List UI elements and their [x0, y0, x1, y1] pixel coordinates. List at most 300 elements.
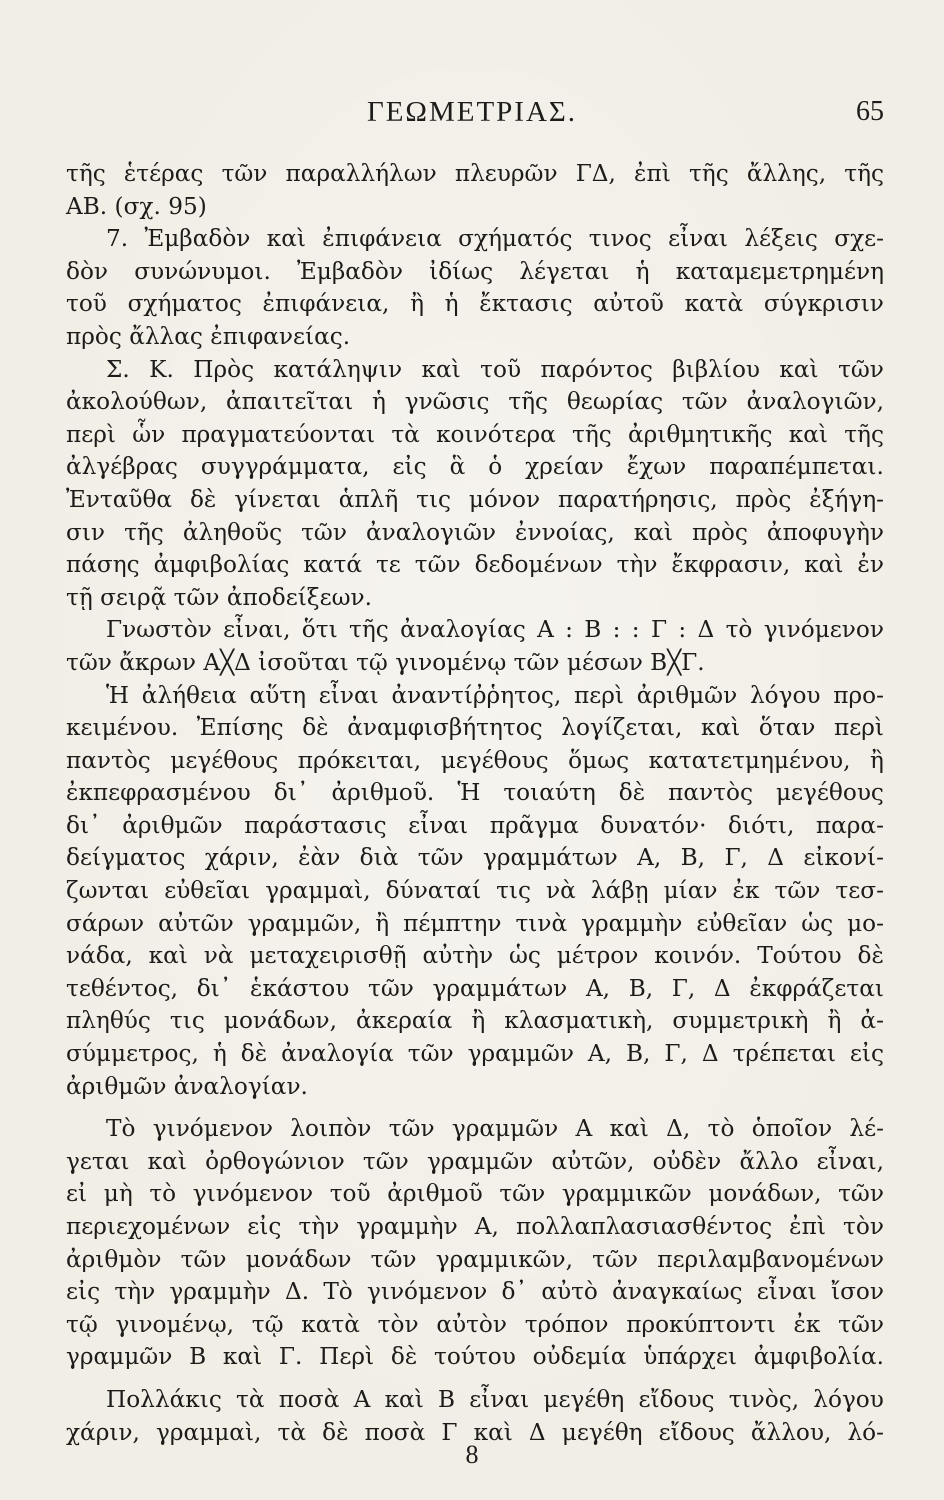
word: τῆς: [349, 616, 389, 644]
word: καὶ: [779, 355, 819, 383]
word: πάσης: [66, 551, 140, 579]
word: χρείαν: [525, 453, 604, 481]
word: πλευρῶν: [454, 160, 558, 187]
word: Α: [537, 616, 554, 644]
word: Β,: [680, 844, 706, 872]
word: δυνατόν·: [600, 811, 707, 839]
text-line: [66, 614, 884, 647]
word: παραλλήλων: [285, 160, 437, 187]
text-line: [66, 256, 884, 289]
word: τούτου: [434, 1343, 516, 1371]
text-line: [66, 1384, 884, 1417]
word: Γ: [441, 1418, 458, 1446]
word: ἀκολούθων,: [66, 388, 208, 416]
word: πραγματεύονται: [181, 420, 376, 448]
text-line: [66, 908, 884, 941]
word: Δ: [767, 844, 785, 872]
word: ἑτέρας: [123, 160, 204, 187]
word: μέτρον: [556, 942, 639, 970]
word: κλασματικὴ,: [504, 1007, 654, 1035]
word: ἰδίως: [429, 257, 494, 285]
word: τὸ: [725, 616, 753, 644]
word: Α,: [585, 974, 611, 1002]
text-line: [66, 419, 884, 452]
word: τὴν: [114, 1278, 156, 1306]
word: πολλαπλασιασθέντος: [515, 1213, 773, 1240]
word: λόγου: [749, 681, 821, 709]
word: ἀναλογιῶν,: [746, 388, 884, 416]
word: γινόμενον: [367, 1278, 488, 1306]
word: Γ,: [664, 1040, 688, 1068]
word: σύγκρισιν: [763, 290, 884, 318]
text-line: [66, 1341, 884, 1374]
word: γνῶσις: [404, 388, 490, 416]
word: τῆς: [508, 388, 549, 416]
word: ἢ: [827, 1007, 842, 1035]
word: ἔχων: [626, 453, 687, 481]
word: κατὰ: [301, 1310, 360, 1338]
word: περιεχομένων: [66, 1213, 231, 1240]
text-line: ἀριθμῶν ἀναλογίαν.: [66, 1072, 308, 1100]
word: ἀριθμὸν: [66, 1245, 162, 1273]
word: ἐπιφάνεια,: [262, 290, 390, 318]
word: δὲ: [302, 714, 329, 742]
word: ἄλλο: [739, 1147, 799, 1175]
word: συγγράμματα,: [200, 453, 370, 481]
word: καὶ: [700, 714, 741, 742]
word: ἀναγκαίως: [612, 1278, 743, 1306]
text-line: [66, 680, 884, 713]
text-line: πρὸς ἄλλας ἐπιφανείας.: [66, 322, 351, 350]
word: Α,: [587, 1040, 613, 1068]
word: γραμμάτων: [482, 844, 618, 872]
word: Α,: [474, 1213, 499, 1240]
word: κειμένου.: [66, 714, 179, 742]
text-line: [66, 158, 884, 191]
word: τῶν: [407, 1040, 454, 1068]
word: δείγματος: [66, 844, 186, 872]
word: πληθύς: [66, 1007, 151, 1035]
word: παντὸς: [668, 779, 753, 807]
word: Δ,: [666, 1115, 691, 1143]
word: ποσὰ: [364, 1418, 426, 1446]
text-line: [66, 940, 884, 973]
word: Δ: [713, 974, 731, 1002]
word: εἰς: [247, 1213, 282, 1240]
word: προ-: [833, 681, 884, 709]
word: ἀναντίῤῥητος,: [391, 681, 562, 709]
word: ἀμφιβολία.: [753, 1343, 884, 1371]
word: τῶν: [362, 1147, 409, 1175]
word: ἡ: [635, 257, 650, 285]
word: :: [565, 616, 573, 644]
word: γραμμῶν: [467, 1040, 574, 1068]
word: εὐθεῖαι: [164, 877, 251, 905]
word: λέξεις: [744, 225, 818, 253]
text-line: [66, 1005, 884, 1038]
word: νάδα,: [66, 942, 133, 970]
word: μὴ: [103, 1180, 133, 1208]
page-number: 65: [856, 96, 884, 127]
word: παραπέμπεται.: [709, 453, 884, 481]
word: καὶ: [421, 355, 461, 383]
word: τῶν: [301, 518, 347, 546]
word: αὐτῶν: [158, 909, 234, 937]
word: ἄλλου,: [750, 1418, 832, 1446]
word: τρέπεται: [732, 1040, 836, 1068]
word: καὶ: [147, 1147, 187, 1175]
word: ἑκάστου: [250, 974, 350, 1002]
word: Δ: [528, 1418, 546, 1446]
word: σύμμετρος,: [66, 1040, 199, 1068]
word: ἐπὶ: [634, 160, 671, 187]
word: ἢ: [375, 909, 390, 937]
word: τῶν: [838, 355, 884, 383]
word: Γ,: [671, 974, 696, 1002]
text-line: τῶν ἄκρων Α╳Δ ἰσοῦται τῷ γινομένῳ τῶν μέσων Β╳Γ.: [66, 648, 705, 676]
word: περὶ: [574, 681, 624, 709]
text-line: [66, 777, 884, 810]
running-title: ΓΕΩΜΕΤΡΙΑΣ.: [366, 96, 578, 128]
word: γινόμενον: [152, 1115, 274, 1143]
word: οὐδεμία: [532, 1343, 627, 1371]
word: τοιαύτη: [503, 779, 596, 807]
word: τῷ: [251, 1310, 284, 1338]
word: τῶν: [180, 1245, 227, 1273]
word: ἐν: [857, 551, 884, 579]
word: σχήματός: [458, 225, 573, 253]
word: ἀναλογιῶν: [365, 518, 496, 546]
word: τῶν: [414, 551, 461, 579]
word: Τὸ: [106, 1115, 136, 1143]
text-line: τῇ σειρᾷ τῶν ἀποδείξεων.: [66, 583, 372, 611]
word: ἐκ: [732, 877, 760, 905]
word: ἔκτασις: [479, 290, 573, 318]
word: κοινόν.: [654, 942, 742, 970]
word: τοῦ: [329, 1180, 371, 1208]
word: αὕτη: [249, 681, 307, 709]
word: τῶν: [592, 1245, 639, 1273]
word: ἡ: [372, 388, 386, 416]
word: γραμμῶν: [451, 1115, 559, 1143]
word: γραμμάτων: [432, 974, 568, 1002]
word: νὰ: [546, 877, 576, 905]
word: Δ: [701, 1040, 719, 1068]
word: ἀπαιτεῖται: [226, 388, 354, 416]
text-line: [66, 288, 884, 321]
word: ἃ: [449, 453, 466, 481]
word: ἄλλης,: [746, 160, 827, 187]
word: τῶν: [368, 974, 414, 1002]
word: τῶν: [221, 160, 268, 187]
text-line: [66, 354, 884, 387]
word: γραμμῶν,: [247, 909, 362, 937]
word: πρὸς: [735, 485, 792, 513]
word: τε: [375, 551, 401, 579]
word: εἶναι,: [816, 1147, 884, 1175]
word: καὶ: [633, 518, 674, 546]
word: ὡς: [508, 942, 541, 970]
word: τὸ: [149, 1180, 177, 1208]
word: γινομένῳ,: [115, 1310, 234, 1338]
word: ἀριθμητικῆς: [627, 420, 773, 448]
word: πρὸς: [692, 518, 748, 546]
word: μεγέθους: [170, 746, 279, 774]
word: κατά: [303, 551, 363, 579]
word: γραμμὴν: [356, 1213, 458, 1240]
word: ἁπλῆ: [338, 485, 399, 513]
signature-mark: 8: [465, 1440, 479, 1469]
word: περὶ: [833, 714, 884, 742]
word: εἶναι: [318, 681, 379, 709]
word: τις: [169, 1007, 205, 1035]
word: Γνωστὸν: [106, 616, 212, 644]
word: μεγέθους: [440, 746, 549, 774]
word: πέμπτην: [403, 909, 502, 937]
word: τρόπον: [524, 1310, 609, 1338]
word: καὶ: [384, 1385, 424, 1413]
word: γραμμαὶ,: [156, 1418, 262, 1446]
text-line: [66, 1113, 884, 1146]
word: ἀναλογίας: [400, 616, 526, 644]
word: τὴν: [616, 551, 658, 579]
word: εἰκονί-: [803, 844, 884, 872]
word: ἢ: [410, 290, 424, 318]
word: ἀλγέβρας: [66, 453, 178, 481]
word: θεωρίας: [566, 388, 664, 416]
word: δὲ: [240, 1040, 268, 1068]
word: τινὸς,: [728, 1385, 800, 1413]
word: τῶν: [838, 1180, 884, 1208]
word: περιλαμβανομένων: [657, 1245, 884, 1273]
word: κατατετμημένου,: [648, 746, 851, 774]
word: ἡ: [444, 290, 459, 318]
word: καὶ: [222, 1343, 263, 1371]
word: εἶναι: [408, 811, 469, 839]
word: τινὰ: [515, 909, 568, 937]
word: εἶναι,: [223, 616, 291, 644]
word: κατὰ: [684, 290, 744, 318]
word: διὰ: [359, 844, 399, 872]
word: τῶν: [370, 1245, 417, 1273]
word: ἐξήγη-: [809, 485, 884, 513]
running-head: [0, 92, 944, 136]
word: τὰ: [277, 1418, 307, 1446]
word: Περὶ: [319, 1343, 375, 1371]
word: νὰ: [203, 942, 234, 970]
word: τις: [416, 485, 452, 513]
word: τις: [496, 877, 531, 905]
word: δὲ: [189, 485, 217, 513]
word: μίαν: [663, 877, 718, 905]
word: κατάληψιν: [273, 355, 403, 383]
word: τεθέντος,: [66, 974, 179, 1002]
word: περὶ: [66, 420, 116, 448]
word: τὰ: [391, 420, 420, 448]
word: ποσὰ: [278, 1385, 340, 1413]
word: τοῦ: [480, 355, 522, 383]
word: ἀναμφισβήτητος: [347, 714, 543, 742]
word: ἐὰν: [298, 844, 341, 872]
word: εἰς: [66, 1278, 101, 1306]
word: πρόκειται,: [297, 746, 422, 774]
word: χάριν,: [204, 844, 279, 872]
word: δὲ: [857, 942, 884, 970]
word: ἀληθοῦς: [182, 518, 283, 546]
word: προκύπτοντι: [626, 1310, 776, 1338]
word: καὶ: [266, 225, 306, 253]
word: Α,: [637, 844, 662, 872]
word: :: [631, 616, 640, 644]
word: μονάδων,: [223, 1007, 337, 1035]
word: Α: [353, 1385, 371, 1413]
text-line: [66, 223, 884, 256]
word: τῆς: [124, 518, 164, 546]
word: Πολλάκις: [106, 1385, 222, 1413]
word: γινόμενον: [763, 616, 884, 644]
word: μόνον: [468, 485, 541, 513]
word: λέγεται: [519, 257, 610, 285]
word: ὀρθογώνιον: [205, 1147, 345, 1175]
word: Β: [584, 616, 602, 644]
word: ὧν: [132, 420, 166, 448]
word: Α: [575, 1115, 593, 1143]
word: Β,: [626, 1040, 651, 1068]
word: ἀκεραία: [356, 1007, 453, 1035]
word: τῶν: [388, 1115, 435, 1143]
word: ὅταν: [758, 714, 816, 742]
word: τινος: [588, 225, 652, 253]
word: Τὸ: [323, 1278, 353, 1306]
word: λέ-: [849, 1115, 884, 1143]
text-line: [66, 842, 884, 875]
word: σχήματος: [127, 290, 242, 318]
word: Γ: [650, 616, 668, 644]
word: ἀριθμοῦ: [387, 1180, 483, 1208]
word: εἴδους: [658, 1418, 735, 1446]
word: βιβλίου: [672, 355, 760, 383]
word: ἐπιφάνεια: [322, 225, 442, 253]
word: Πρὸς: [193, 355, 255, 383]
word: διότι,: [728, 811, 795, 839]
word: Δ.: [284, 1278, 310, 1306]
word: Κ.: [149, 355, 174, 383]
word: γραμμὴν: [581, 909, 683, 937]
word: γραμμὴν: [169, 1278, 271, 1306]
word: εἶναι: [668, 225, 729, 253]
word: τῶν: [499, 1180, 546, 1208]
word: ἢ: [870, 746, 884, 774]
word: Γ.: [278, 1343, 303, 1371]
text-line: ΑΒ. (σχ. 95): [66, 192, 207, 220]
word: ἀριθμῶν: [122, 811, 223, 839]
word: :: [678, 616, 687, 644]
word: δι᾽: [273, 779, 309, 807]
word: τὰ: [236, 1385, 265, 1413]
text-line: [66, 712, 884, 745]
word: ἀλήθεια: [141, 681, 237, 709]
word: εἰς: [849, 1040, 884, 1068]
word: ὑπάρχει: [643, 1343, 737, 1371]
word: αὐτοῦ: [593, 290, 664, 318]
word: καταμεμετρημένη: [675, 257, 884, 285]
word: τὸν: [843, 1213, 884, 1240]
word: ἐννοίας,: [515, 518, 615, 546]
word: αὐτῶν,: [551, 1147, 635, 1175]
word: χάριν,: [66, 1418, 140, 1446]
word: σιν: [66, 518, 106, 546]
word: δύναταί: [385, 877, 482, 905]
word: ἐκπεφρασμένου: [66, 779, 251, 807]
word: μεγέθους: [775, 779, 884, 807]
word: εἶναι: [756, 1278, 817, 1306]
word: οὐδὲν: [652, 1147, 722, 1175]
word: τῷ: [66, 1310, 98, 1338]
word: πρᾶγμα: [489, 811, 579, 839]
word: μεταχειρισθῇ: [249, 942, 407, 970]
body-text: [66, 158, 884, 1449]
word: δι᾽: [66, 811, 101, 839]
word: δὲ: [322, 1418, 349, 1446]
text-line: [66, 745, 884, 778]
word: παντὸς: [66, 746, 151, 774]
word: γινόμενον: [192, 1180, 314, 1208]
word: ὁποῖον: [751, 1115, 833, 1143]
word: τῆς: [688, 160, 729, 187]
word: Β: [438, 1385, 456, 1413]
word: Ἐνταῦθα: [66, 485, 173, 513]
word: μονάδων,: [708, 1180, 822, 1208]
word: Δ: [697, 616, 715, 644]
word: 7.: [106, 225, 129, 253]
word: Ἡ: [106, 681, 130, 709]
word: παράστασις: [244, 811, 387, 839]
word: γραμμικῶν,: [435, 1245, 573, 1273]
word: Τούτου: [757, 942, 842, 970]
word: αὐτὸ: [541, 1278, 598, 1306]
word: τῆς: [844, 160, 884, 187]
word: γίνεται: [234, 485, 321, 513]
word: εἰ: [66, 1180, 88, 1208]
word: αὐτὴν: [422, 942, 494, 970]
word: καὶ: [473, 1418, 513, 1446]
word: ἡ: [212, 1040, 227, 1068]
word: δι᾽: [196, 974, 232, 1002]
word: γραμμικῶν: [561, 1180, 692, 1208]
word: μο-: [847, 909, 884, 937]
word: λόγου: [813, 1385, 884, 1413]
word: λογίζεται,: [561, 714, 683, 742]
text-line: [66, 973, 884, 1006]
word: ζωνται: [66, 877, 150, 905]
word: Γ,: [724, 844, 748, 872]
word: ἐκφράζεται: [749, 974, 884, 1002]
word: καὶ: [148, 942, 188, 970]
text-line: [66, 1276, 884, 1309]
word: τῶν: [417, 844, 464, 872]
word: Β: [189, 1343, 207, 1371]
word: τῶν: [681, 388, 728, 416]
word: γεται: [66, 1147, 130, 1175]
word: τῆς: [572, 420, 612, 448]
text-line: [66, 517, 884, 550]
word: συμμετρικὴ: [672, 1007, 809, 1035]
word: καὶ: [788, 420, 829, 448]
word: ἀ-: [860, 1007, 884, 1035]
word: ὁ: [488, 453, 503, 481]
word: γραμμῶν: [426, 1147, 534, 1175]
word: ἢ: [471, 1007, 486, 1035]
